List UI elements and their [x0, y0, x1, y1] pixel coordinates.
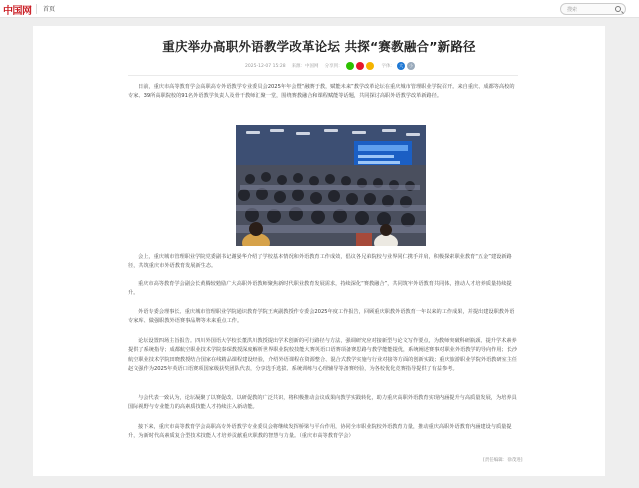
font-large-button[interactable]: 大	[399, 63, 404, 68]
font-small-button[interactable]: 小	[409, 63, 414, 68]
site-logo[interactable]	[3, 2, 32, 17]
font-size-label: 字体：	[381, 64, 396, 69]
qzone-share-icon[interactable]	[366, 62, 374, 70]
share-bar	[325, 62, 376, 70]
weibo-share-icon[interactable]	[356, 62, 364, 70]
publish-date: 2025-12-07 15:28	[245, 63, 286, 69]
article-paragraph: 会上，重庆城市管理职业学院党委副书记谢晏华介绍了学校基本情况和外语教育工作成效，倡议各兄弟院校与业界同仁携手并肩，积极探索职业教育“五金”建设新路径，共筑重庆市外语教育发展新生态。	[128, 254, 512, 270]
article-paragraph: 日前，重庆市高等教育学会高职高专外语教学专业委员会2025年年会暨“融赛于教，赋能未来”教学改革论坛在重庆城市管理职业学院召开。来自重庆、成都等高校的专家、39所高职院校的91名外语教学负责人及骨干教师汇聚一堂，围绕赛教融合和课程赋能等话题，共同探讨高职外语教学改革新路径。	[128, 84, 515, 100]
search-box[interactable]	[560, 3, 626, 15]
top-navigation-bar	[0, 0, 639, 18]
article-paragraph: 重庆市高等教育学会副会长黄腾较勉励广大高职外语教师聚焦新时代职业教育发展需求，持续深化“赛教融合”，共同筑牢外语教育共同体，推动人才培养质量持续提升。	[128, 281, 512, 297]
article-title: 重庆举办高职外语教学改革论坛 共探“赛教融合”新路径	[162, 39, 476, 54]
conference-photo-illustration	[236, 125, 426, 246]
search-icon[interactable]	[615, 6, 621, 12]
article-paragraph: 外语专委会理事长、重庆城市管理职业学院通识教育学院王爽副教授作专委会2025年度工作报告，回顾重庆职教外语教育一年以来的工作成果，并提出建设职教外语专家库、做强职教外语赛事品牌等未来重点工作。	[128, 309, 515, 325]
editor-note: [责任编辑：徐茂进]	[483, 458, 523, 463]
article-source: 来源：中国网	[291, 64, 319, 69]
share-label: 分享到：	[324, 64, 343, 69]
wechat-share-icon[interactable]	[346, 62, 354, 70]
article-paragraph: 论坛设置四场主旨报告。四川外国语大学校长董洪川教授提出学术创新的可行路径与方法，强调研究应对接新型与论文写作要点，为教师突破科研瓶颈、提升学术素养提供了系统指导；成都航空职业技术学院秦琛教授深度解析世界职业院校技能大赛英语口语赛项备赛思路与教学能能提优，系统阐述赛事对职业外语教学的导向作用；长沙航空职业技术学院田晓教授结合国家在线精品课程建设经验，介绍外语课程在资源整合、混合式教学实施与行业对接等方面的创新实践；重庆旅游职业学院外语教研室主任赵文强作为2025年英语口语赛项国家级获奖团队代表，分享选手选拔、系统训练与心理辅导等备赛经验，为各校优化竞赛指导提供了有益参考。	[128, 338, 518, 373]
article-paragraph: 与会代表一致认为，论坛凝聚了以赛促改、以研促教的广泛共识，将积极推动会议成果向教学实践转化，助力重庆高职外语教育实现内涵提升与高质量发展，为培养具国际视野与专业能力的高素质技能人才持续注入新动能。	[128, 395, 517, 411]
font-size-control	[382, 62, 416, 70]
conference-photo	[236, 125, 426, 246]
title-divider	[128, 75, 518, 76]
search-input[interactable]: 搜索	[567, 7, 578, 13]
article-container	[33, 26, 605, 476]
home-link[interactable]: 首页	[43, 6, 56, 13]
article-meta	[245, 61, 421, 71]
article-paragraph: 接下来，重庆市高等教育学会高职高专外语教学专业委员会将继续发挥桥梁与平台作用，协同全市职业院校外语教育力量，推动重庆高职外语教育内涵建设与质量提升，为新时代高素质复合型技术技能人才培养贡献重庆职教的智慧与力量。（重庆市高等教育学会）	[128, 424, 512, 440]
nav-divider	[36, 4, 37, 14]
logo-text: 中国网	[3, 6, 32, 17]
